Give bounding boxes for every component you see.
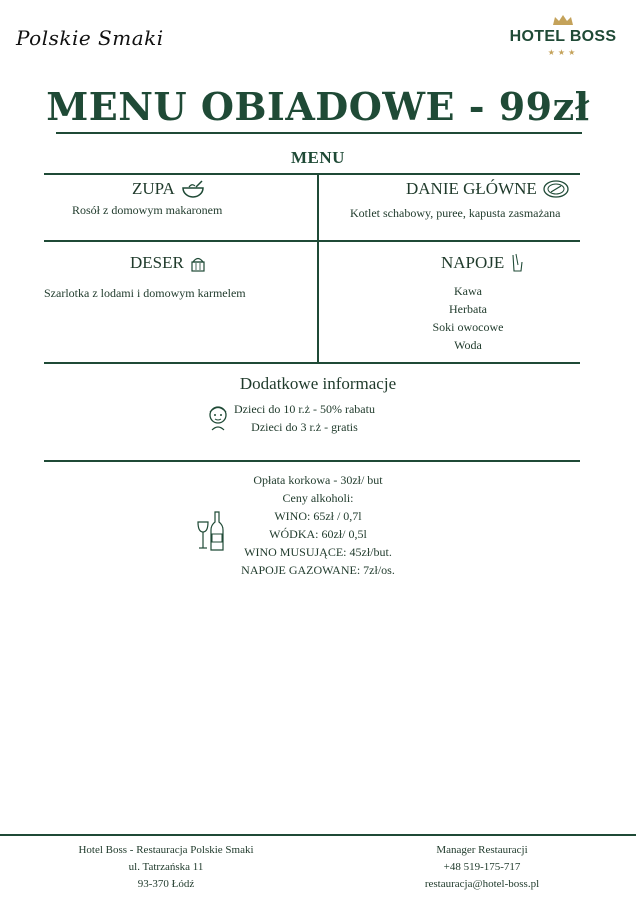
footer-address-line: 93-370 Łódź bbox=[137, 878, 195, 890]
footer-contact bbox=[384, 842, 580, 893]
footer-contact-email[interactable]: restauracja@hotel-boss.pl bbox=[424, 878, 540, 890]
drink-glass-icon bbox=[510, 253, 524, 273]
footer-address bbox=[50, 842, 282, 893]
brand-logo-polskie-smaki: Polskie Smaki bbox=[16, 26, 164, 50]
info-divider bbox=[44, 460, 580, 462]
soup-section-title bbox=[132, 179, 205, 199]
info-line: Dzieci do 3 r.ż - gratis bbox=[251, 420, 358, 434]
page-title: MENU OBIADOWE - 99zł bbox=[46, 84, 590, 129]
cake-icon bbox=[190, 254, 206, 272]
footer-contact-phone[interactable]: +48 519-175-717 bbox=[443, 861, 521, 873]
footer-divider bbox=[0, 834, 636, 836]
footer-contact-line: Manager Restauracji bbox=[436, 844, 528, 856]
alcohol-prices bbox=[200, 471, 436, 579]
drinks-section-title bbox=[441, 253, 524, 273]
alcohol-line: NAPOJE GAZOWANE: 7zł/os. bbox=[241, 563, 395, 577]
drinks-item: Herbata bbox=[449, 302, 487, 316]
soup-title-text: ZUPA bbox=[132, 179, 175, 198]
row-divider bbox=[44, 240, 580, 242]
menu-heading: MENU bbox=[291, 148, 345, 167]
grid-bottom-divider bbox=[44, 362, 580, 364]
dessert-section-title bbox=[130, 253, 206, 273]
main-section-title bbox=[406, 179, 569, 199]
child-face-icon bbox=[205, 400, 231, 432]
crown-icon bbox=[552, 14, 574, 26]
hotel-name: HOTEL BOSS bbox=[509, 28, 617, 45]
alcohol-line: WINO: 65zł / 0,7l bbox=[274, 509, 362, 523]
column-divider bbox=[317, 173, 319, 362]
alcohol-line: WÓDKA: 60zł/ 0,5l bbox=[269, 527, 367, 541]
alcohol-line: Ceny alkoholi: bbox=[282, 491, 354, 505]
drinks-item: Kawa bbox=[454, 284, 482, 298]
main-item: Kotlet schabowy, puree, kapusta zasmażana bbox=[350, 206, 561, 220]
alcohol-line: Opłata korkowa - 30zł/ but bbox=[253, 473, 383, 487]
hotel-boss-logo bbox=[508, 14, 618, 57]
additional-info-lines bbox=[234, 400, 375, 436]
drinks-item: Woda bbox=[454, 338, 482, 352]
drinks-title-text: NAPOJE bbox=[441, 253, 505, 272]
dessert-item: Szarlotka z lodami i domowym karmelem bbox=[44, 286, 246, 300]
footer-address-line: Hotel Boss - Restauracja Polskie Smaki bbox=[78, 844, 254, 856]
hotel-stars: ★★★ bbox=[547, 48, 579, 57]
soup-item: Rosół z domowym makaronem bbox=[72, 203, 223, 217]
alcohol-line: WINO MUSUJĄCE: 45zł/but. bbox=[244, 545, 392, 559]
drinks-list bbox=[400, 282, 536, 354]
menu-heading-divider bbox=[44, 173, 580, 175]
footer-address-line: ul. Tatrzańska 11 bbox=[128, 861, 204, 873]
drinks-item: Soki owocowe bbox=[432, 320, 504, 334]
dessert-title-text: DESER bbox=[130, 253, 184, 272]
soup-bowl-icon bbox=[181, 180, 205, 198]
title-divider bbox=[56, 132, 582, 134]
info-line: Dzieci do 10 r.ż - 50% rabatu bbox=[234, 402, 375, 416]
main-title-text: DANIE GŁÓWNE bbox=[406, 179, 537, 198]
dinner-plate-icon bbox=[543, 180, 569, 198]
additional-info-title: Dodatkowe informacje bbox=[239, 374, 397, 393]
